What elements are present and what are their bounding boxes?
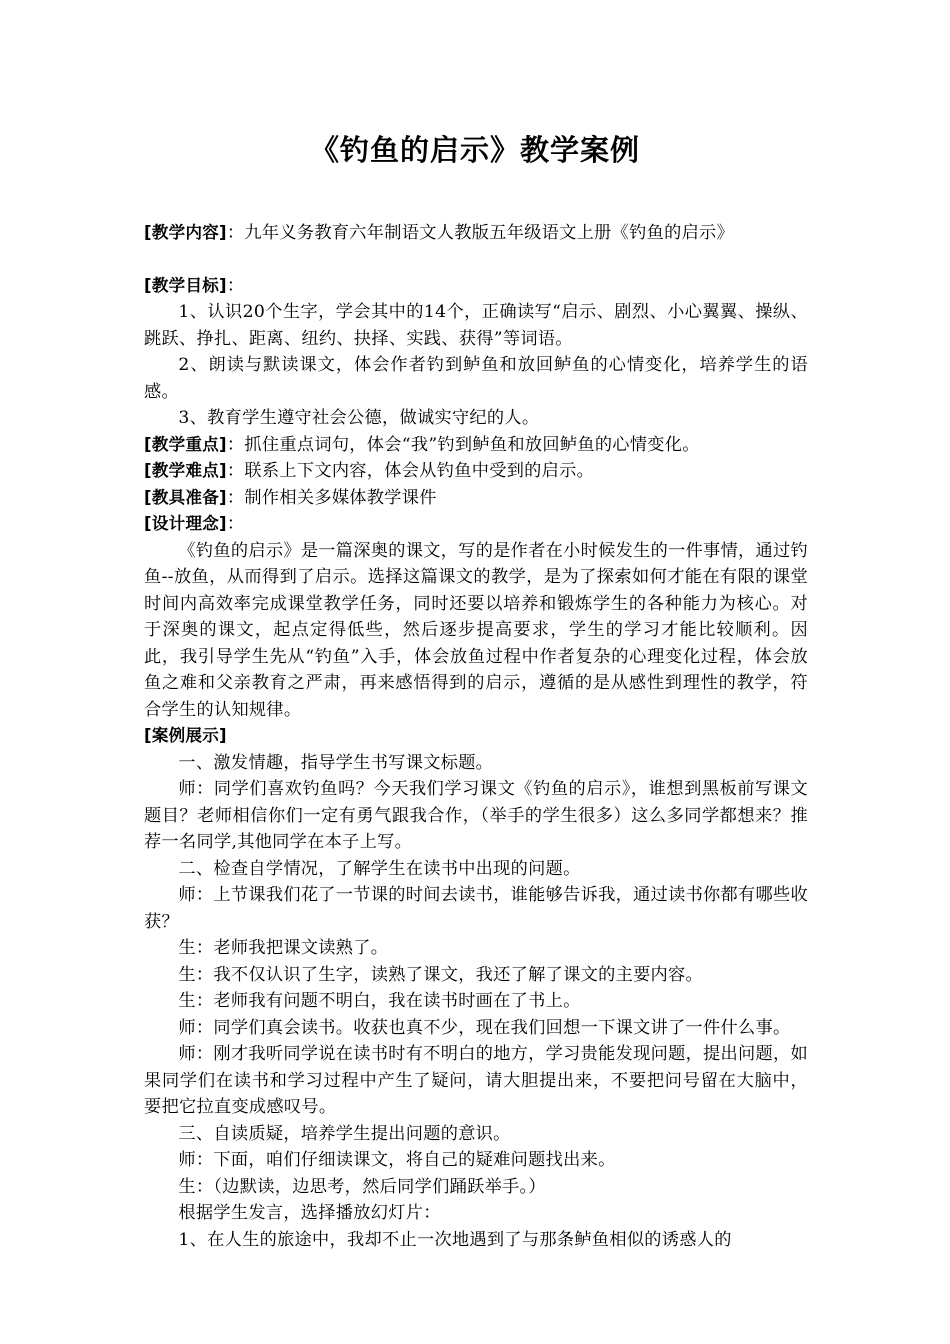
section-colon: ： xyxy=(226,275,245,296)
design-concept-text: 《钓鱼的启示》是一篇深奥的课文，写的是作者在小时候发生的一件事情，通过钓鱼--放鱼，从而得到了启示。选择这篇课文的教学，是为了探索如何才能在有限的课堂时间内高效率完成课堂教学任务，同时还要以培养和锻炼学生的各种能力为核心。对于深奥的课文，起点定得低些，然后逐步提高要求，学生的学习才能比较顺利。因此，我引导学生先从“钓鱼”入手，体会放鱼过程中作者复杂的心理变化过程，体会放鱼之难和父亲教育之严肃，再来感悟得到的启示，遵循的是从感性到理性的教学，符合学生的认知规律。 xyxy=(144,540,808,720)
section-colon: ： xyxy=(226,514,245,534)
teaching-goals-heading xyxy=(144,273,808,300)
section-label: [教学目标] xyxy=(144,275,227,295)
case-paragraph: 二、检查自学情况，了解学生在读书中出现的问题。 xyxy=(178,858,581,879)
case-paragraph: 生：（边默读，边思考，然后同学们踊跃举手。） xyxy=(178,1176,546,1197)
section-text: ：联系上下文内容，体会从钓鱼中受到的启示。 xyxy=(226,461,595,481)
case-paragraph: 生：老师我把课文读熟了。 xyxy=(178,938,389,958)
case-paragraph: 生：老师我有问题不明白，我在读书时画在了书上。 xyxy=(178,991,581,1011)
goal-item: 1、认识20个生字，学会其中的14个，正确读写“启示、剧烈、小心翼翼、操纵、跳跃、挣扎、距离、纽约、抉择、实践、获得”等词语。 xyxy=(144,302,808,349)
case-paragraph: 师：同学们喜欢钓鱼吗？今天我们学习课文《钓鱼的启示》，谁想到黑板前写课文题目？老师相信你们一定有勇气跟我合作，（举手的学生很多）这么多同学都想来？推荐一名同学,其他同学在本子上写。 xyxy=(144,779,808,852)
section-text: ：抓住重点词句，体会“我”钓到鲈鱼和放回鲈鱼的心情变化。 xyxy=(226,434,700,455)
case-paragraph: 三、自读质疑，培养学生提出问题的意识。 xyxy=(178,1123,511,1144)
teaching-tools xyxy=(144,485,808,512)
case-paragraph: 师：刚才我听同学说在读书时有不明白的地方，学习贵能发现问题，提出问题，如果同学们在读书和学习过程中产生了疑问，请大胆提出来，不要把问号留在大脑中，要把它拉直变成感叹号。 xyxy=(144,1044,808,1117)
section-label: [教学难点] xyxy=(144,461,227,480)
case-paragraph: 生：我不仅认识了生字，读熟了课文，我还了解了课文的主要内容。 xyxy=(178,964,704,985)
document-title: 《钓鱼的启示》教学案例 xyxy=(309,133,640,167)
section-label: [教学内容] xyxy=(144,223,227,242)
cases-heading xyxy=(144,723,808,750)
teaching-content xyxy=(144,220,808,247)
case-paragraph: 师：上节课我们花了一节课的时间去读书，谁能够告诉我，通过读书你都有哪些收获？ xyxy=(144,885,808,932)
goal-item: 2、朗读与默读课文，体会作者钓到鲈鱼和放回鲈鱼的心情变化，培养学生的语感。 xyxy=(144,355,808,402)
section-text: ：九年义务教育六年制语文人教版五年级语文上册《钓鱼的启示》 xyxy=(226,223,735,243)
goal-item: 3、教育学生遵守社会公德，做诚实守纪的人。 xyxy=(178,408,540,428)
design-concept-heading xyxy=(144,511,808,538)
case-paragraph: 1、在人生的旅途中，我却不止一次地遇到了与那条鲈鱼相似的诱惑人的 xyxy=(178,1229,732,1250)
section-label: [教具准备] xyxy=(144,487,227,507)
case-paragraph: 师：下面，咱们仔细读课文，将自己的疑难问题找出来。 xyxy=(178,1150,616,1170)
key-point xyxy=(144,432,808,459)
case-paragraph: 根据学生发言，选择播放幻灯片： xyxy=(178,1203,441,1223)
document-body xyxy=(144,220,808,1253)
section-text: ：制作相关多媒体教学课件 xyxy=(226,487,437,508)
section-label: [案例展示] xyxy=(144,726,227,745)
case-paragraph: 师：同学们真会读书。收获也真不少，现在我们回想一下课文讲了一件什么事。 xyxy=(178,1017,791,1038)
case-paragraph: 一、激发情趣，指导学生书写课文标题。 xyxy=(178,752,494,773)
difficulty xyxy=(144,458,808,485)
section-label: [教学重点] xyxy=(144,434,227,454)
section-label: [设计理念] xyxy=(144,514,227,533)
